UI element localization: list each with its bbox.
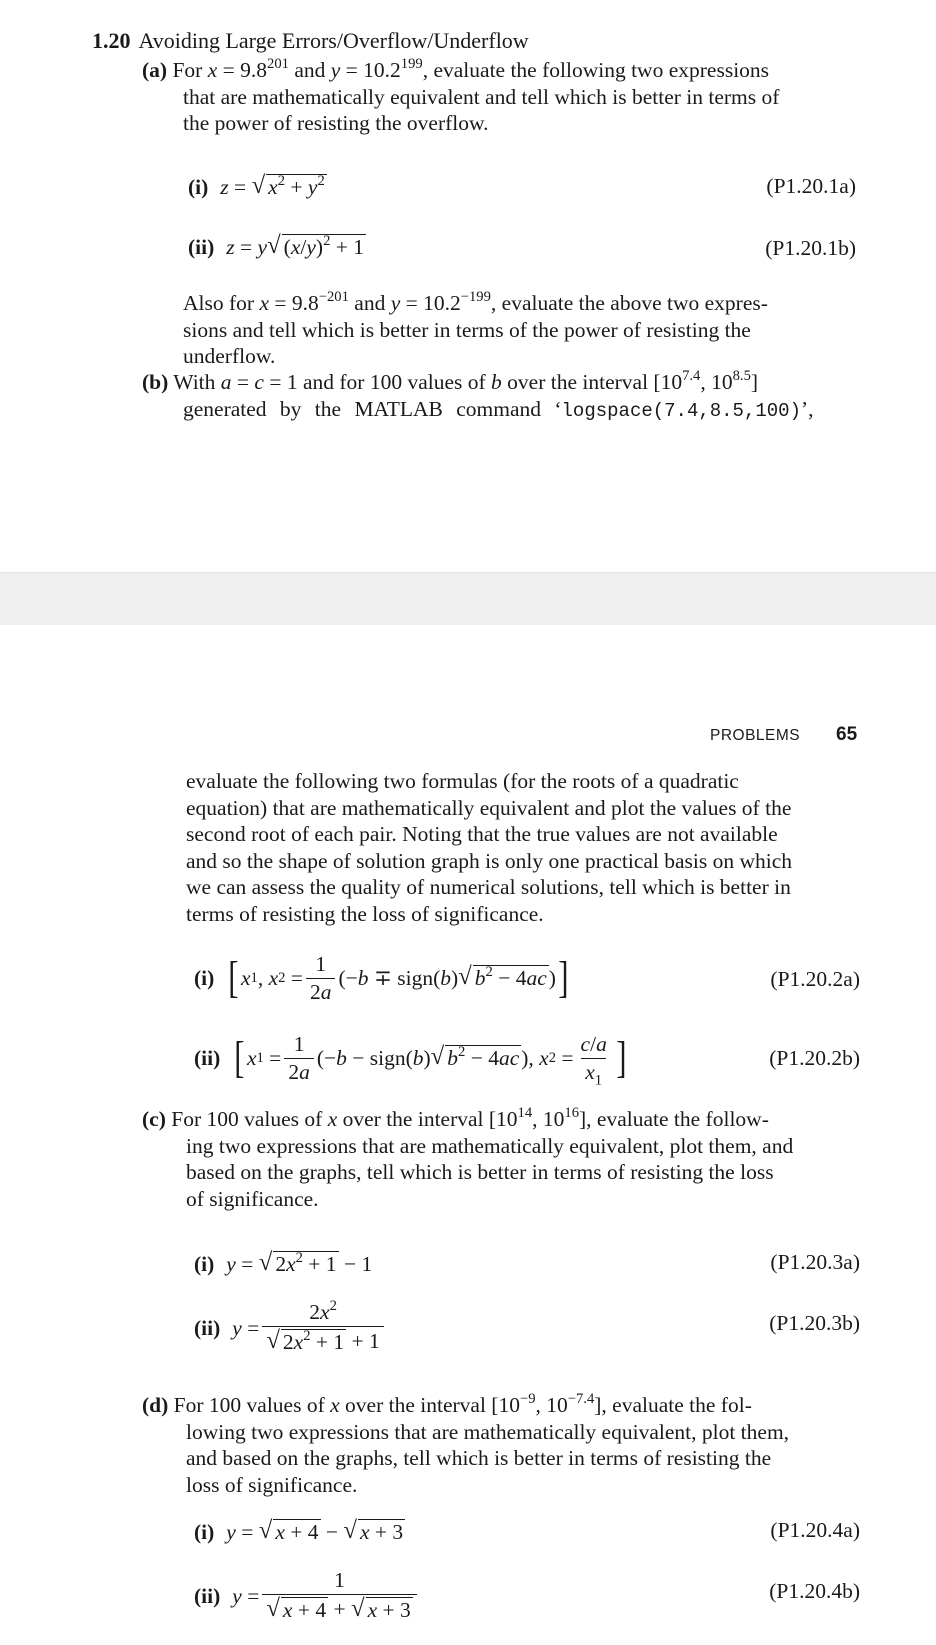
eq-label: (i): [188, 174, 209, 199]
text-line: equation) that are mathematically equivalent and plot the values of the: [186, 795, 792, 820]
eq-label: (ii): [188, 234, 215, 259]
section-title: Avoiding Large Errors/Overflow/Underflow: [138, 28, 529, 53]
page-divider: [0, 572, 936, 626]
part-b-text: (b) With a = c = 1 and for 100 values of b over the interval [$10^{7.4}$, $10^{8.5}$] generated by the MATLAB command ‘logspace(7.4,8.5,100)’,: [142, 367, 814, 422]
text-line: evaluate the following two formulas (for the roots of a quadratic: [186, 769, 739, 793]
equation-p1-20-1a: (i) z = √ $x^2 + y^2$: [188, 172, 325, 200]
part-a-text: (a) For $x = 9.8^{201}$ and $y = 10.2^{199}$, evaluate the following two expressions that are mathematically equivalent and tell which is better in terms of the power of resisting the overflow.: [142, 55, 780, 135]
equation-tag: (P1.20.2b): [769, 1046, 860, 1070]
text-line: second root of each pair. Noting that the true values are not available: [186, 822, 778, 846]
equation-p1-20-2a: (i) [ x 1 , x 2 = $\frac{1}{2a}$ (− b ∓ sign( b ) √ $b^2 - 4ac$ ) ]: [194, 951, 569, 1004]
equation-p1-20-3b: (ii) y = $2x^2$ √ $2x^2 + 1$ + 1: [194, 1296, 387, 1360]
section-number: 1.20: [92, 28, 131, 53]
equation-tag: (P1.20.1b): [765, 236, 856, 260]
text-line: and so the shape of solution graph is only one practical basis on which: [186, 848, 793, 873]
equation-p1-20-2b: (ii) [ x 1 = $\frac{1}{2a}$ (− b − sign( b ) √ $b^2 - 4ac$ ), x 2 = $\frac{c/a}{x_1}$ ]: [194, 1031, 627, 1088]
matlab-command: logspace(7.4,8.5,100): [561, 399, 801, 422]
equation-tag: (P1.20.4a): [770, 1518, 860, 1542]
part-b-label: (b): [142, 370, 169, 394]
eq-label: (i): [194, 1519, 215, 1544]
eq-label: (i): [194, 965, 215, 990]
equation-p1-20-1b: (ii) z = y √ $(x/y)^2 + 1$: [188, 232, 365, 260]
page-number: 65: [836, 724, 858, 745]
section-heading: [92, 28, 529, 54]
text-line: terms of resisting the loss of significance.: [186, 901, 544, 926]
equation-tag: (P1.20.1a): [766, 174, 856, 198]
eq-label: (ii): [194, 1045, 221, 1070]
eq-label: (ii): [194, 1315, 221, 1340]
text-line: we can assess the quality of numerical solutions, tell which is better in: [186, 875, 791, 899]
part-a-label: (a): [142, 58, 168, 82]
equation-tag: (P1.20.2a): [770, 967, 860, 991]
eq-label: (ii): [194, 1583, 221, 1608]
equation-tag: (P1.20.4b): [769, 1579, 860, 1603]
equation-p1-20-3a: (i) y = √ $2x^2 + 1$ − 1: [194, 1249, 373, 1277]
part-d-text: (d) For 100 values of x over the interval [$10^{-9}$, $10^{-7.4}$], evaluate the fol- lowing two expressions that are mathematically equivalent, plot them, and based on the graphs, tell which is better in terms of resisting the loss of significance.: [142, 1390, 790, 1497]
part-c-text: (c) For 100 values of x over the interval [$10^{14}$, $10^{16}$], evaluate the follow- ing two expressions that are mathematically equivalent, plot them, and based on the graphs, tell which is better in terms of resisting the loss of significance.: [142, 1104, 794, 1211]
equation-p1-20-4b: (ii) y = 1 √ x + 4 + √ x + 3: [194, 1563, 420, 1629]
equation-tag: (P1.20.3a): [770, 1250, 860, 1274]
part-a-also-text: Also for $x = 9.8^{-201}$ and $y = 10.2^{-199}$, evaluate the above two expres- sions and tell which is better in terms of the power of resisting the underflow.: [183, 288, 768, 368]
equation-p1-20-4a: (i) y = √ x + 4 − √ x + 3: [194, 1517, 404, 1545]
part-b-continued-text: [186, 768, 858, 927]
running-head: PROBLEMS: [710, 727, 801, 744]
part-c-label: (c): [142, 1107, 166, 1131]
eq-label: (i): [194, 1251, 215, 1276]
equation-tag: (P1.20.3b): [769, 1311, 860, 1335]
part-d-label: (d): [142, 1393, 169, 1417]
